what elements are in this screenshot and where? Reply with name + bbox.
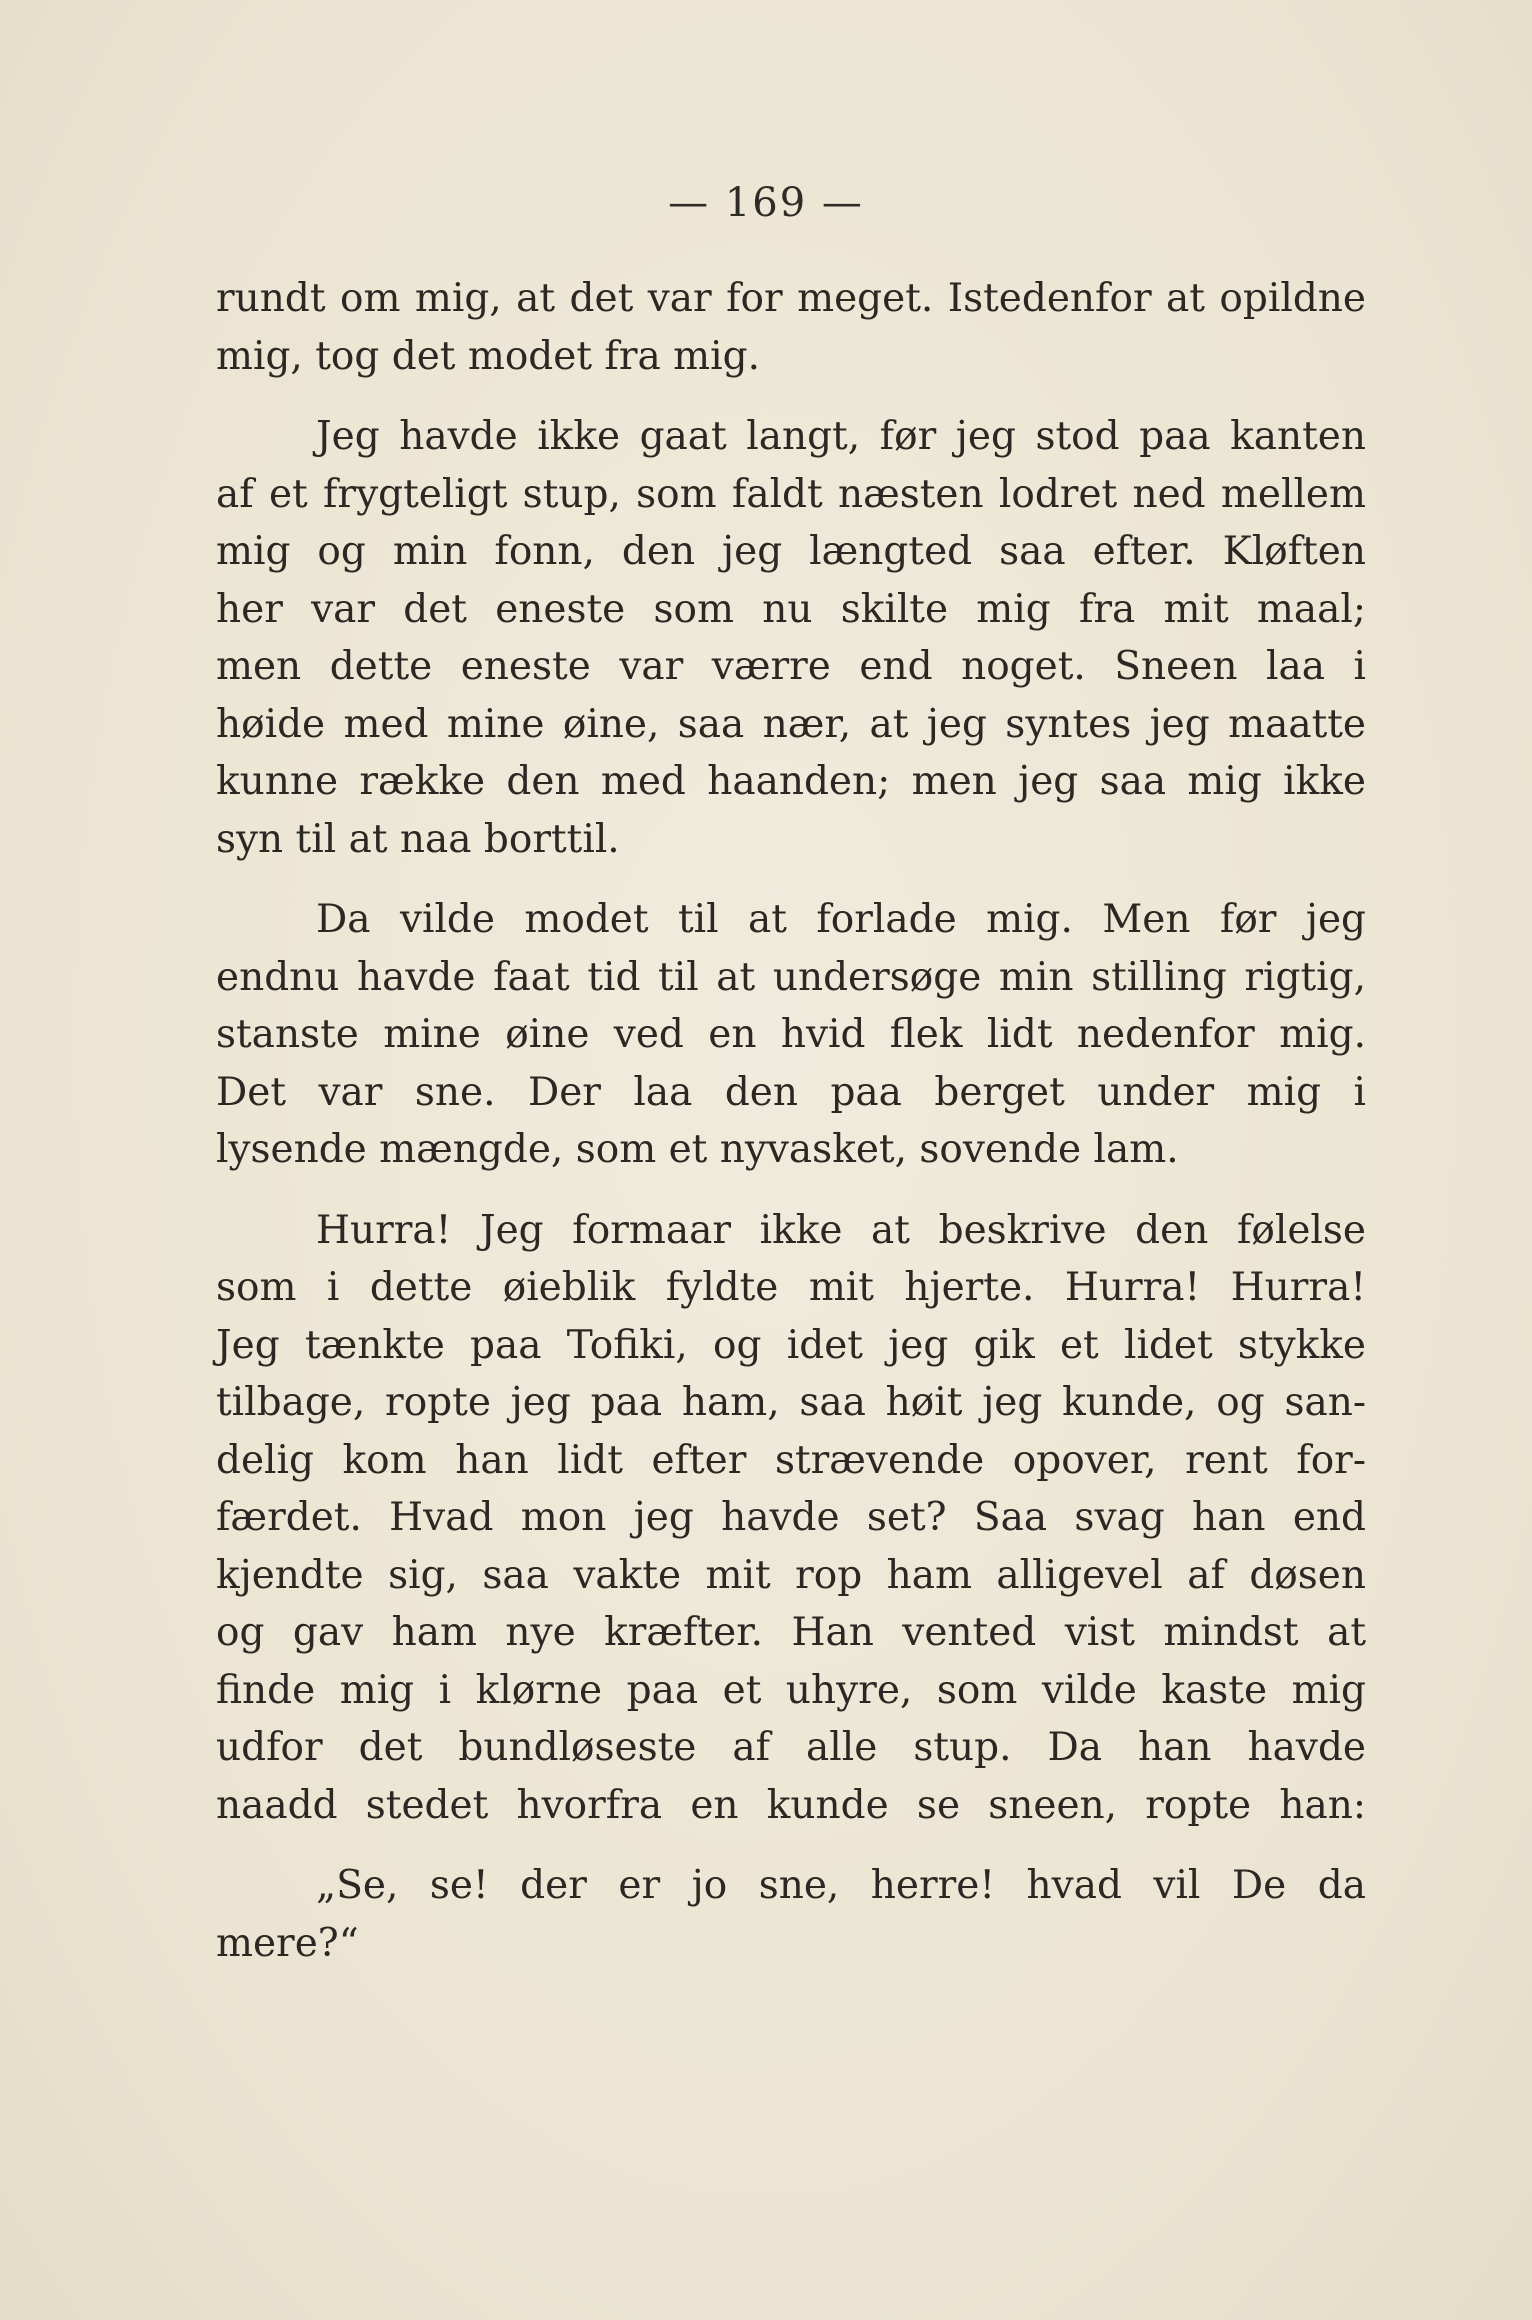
- text-line: kunne række den med haanden; men jeg saa mig ikke: [216, 759, 1366, 804]
- text-line: mig og min fonn, den jeg længted saa efter. Kløften: [216, 529, 1366, 574]
- text-line: stanste mine øine ved en hvid flek lidt nedenfor mig.: [216, 1012, 1366, 1057]
- text-line: høide med mine øine, saa nær, at jeg syntes jeg maatte: [216, 701, 1366, 747]
- paragraph-5: [216, 1857, 1366, 1972]
- text-line: „Se, se! der er jo sne, herre! hvad vil De da: [316, 1863, 1366, 1908]
- text-line: Jeg tænkte paa Tofiki, og idet jeg gik et lidet stykke: [216, 1322, 1366, 1368]
- text-line: tilbage, ropte jeg paa ham, saa høit jeg kunde, og san-: [216, 1380, 1366, 1425]
- text-line: og gav ham nye kræfter. Han vented vist mindst at: [216, 1610, 1366, 1655]
- text-line: lysende mængde, som et nyvasket, sovende lam.: [216, 1127, 1179, 1172]
- text-line: af et frygteligt stup, som faldt næsten lodret ned mellem: [216, 471, 1366, 517]
- text-line: her var det eneste som nu skilte mig fra mit maal;: [216, 586, 1366, 632]
- text-line: naadd stedet hvorfra en kunde se sneen, ropte han:: [216, 1782, 1366, 1828]
- body-text: [216, 270, 1366, 1995]
- paragraph-1: [216, 270, 1366, 385]
- text-line: Det var sne. Der laa den paa berget under mig i: [216, 1069, 1366, 1115]
- text-line: endnu havde faat tid til at undersøge min stilling rigtig,: [216, 954, 1366, 1000]
- paragraph-2: [216, 408, 1366, 868]
- text-line: mere?“: [216, 1920, 359, 1966]
- page-number: — 169 —: [668, 180, 864, 226]
- text-line: mig, tog det modet fra mig.: [216, 333, 760, 379]
- text-line: Jeg havde ikke gaat langt, før jeg stod paa kanten: [316, 414, 1366, 459]
- text-line: udfor det bundløseste af alle stup. Da han havde: [216, 1725, 1366, 1770]
- text-line: Hurra! Jeg formaar ikke at beskrive den følelse: [316, 1207, 1366, 1253]
- text-line: færdet. Hvad mon jeg havde set? Saa svag han end: [216, 1495, 1366, 1540]
- paragraph-4: [216, 1202, 1366, 1835]
- text-line: Da vilde modet til at forlade mig. Men før jeg: [316, 897, 1366, 942]
- text-line: finde mig i klørne paa et uhyre, som vilde kaste mig: [216, 1667, 1366, 1713]
- text-line: rundt om mig, at det var for meget. Istedenfor at opildne: [216, 276, 1366, 321]
- text-line: delig kom han lidt efter strævende opover, rent for-: [216, 1437, 1366, 1483]
- text-line: syn til at naa borttil.: [216, 816, 620, 862]
- text-line: kjendte sig, saa vakte mit rop ham alligevel af døsen: [216, 1552, 1366, 1598]
- paragraph-3: [216, 891, 1366, 1179]
- text-line: som i dette øieblik fyldte mit hjerte. Hurra! Hurra!: [216, 1265, 1366, 1310]
- text-line: men dette eneste var værre end noget. Sneen laa i: [216, 644, 1366, 689]
